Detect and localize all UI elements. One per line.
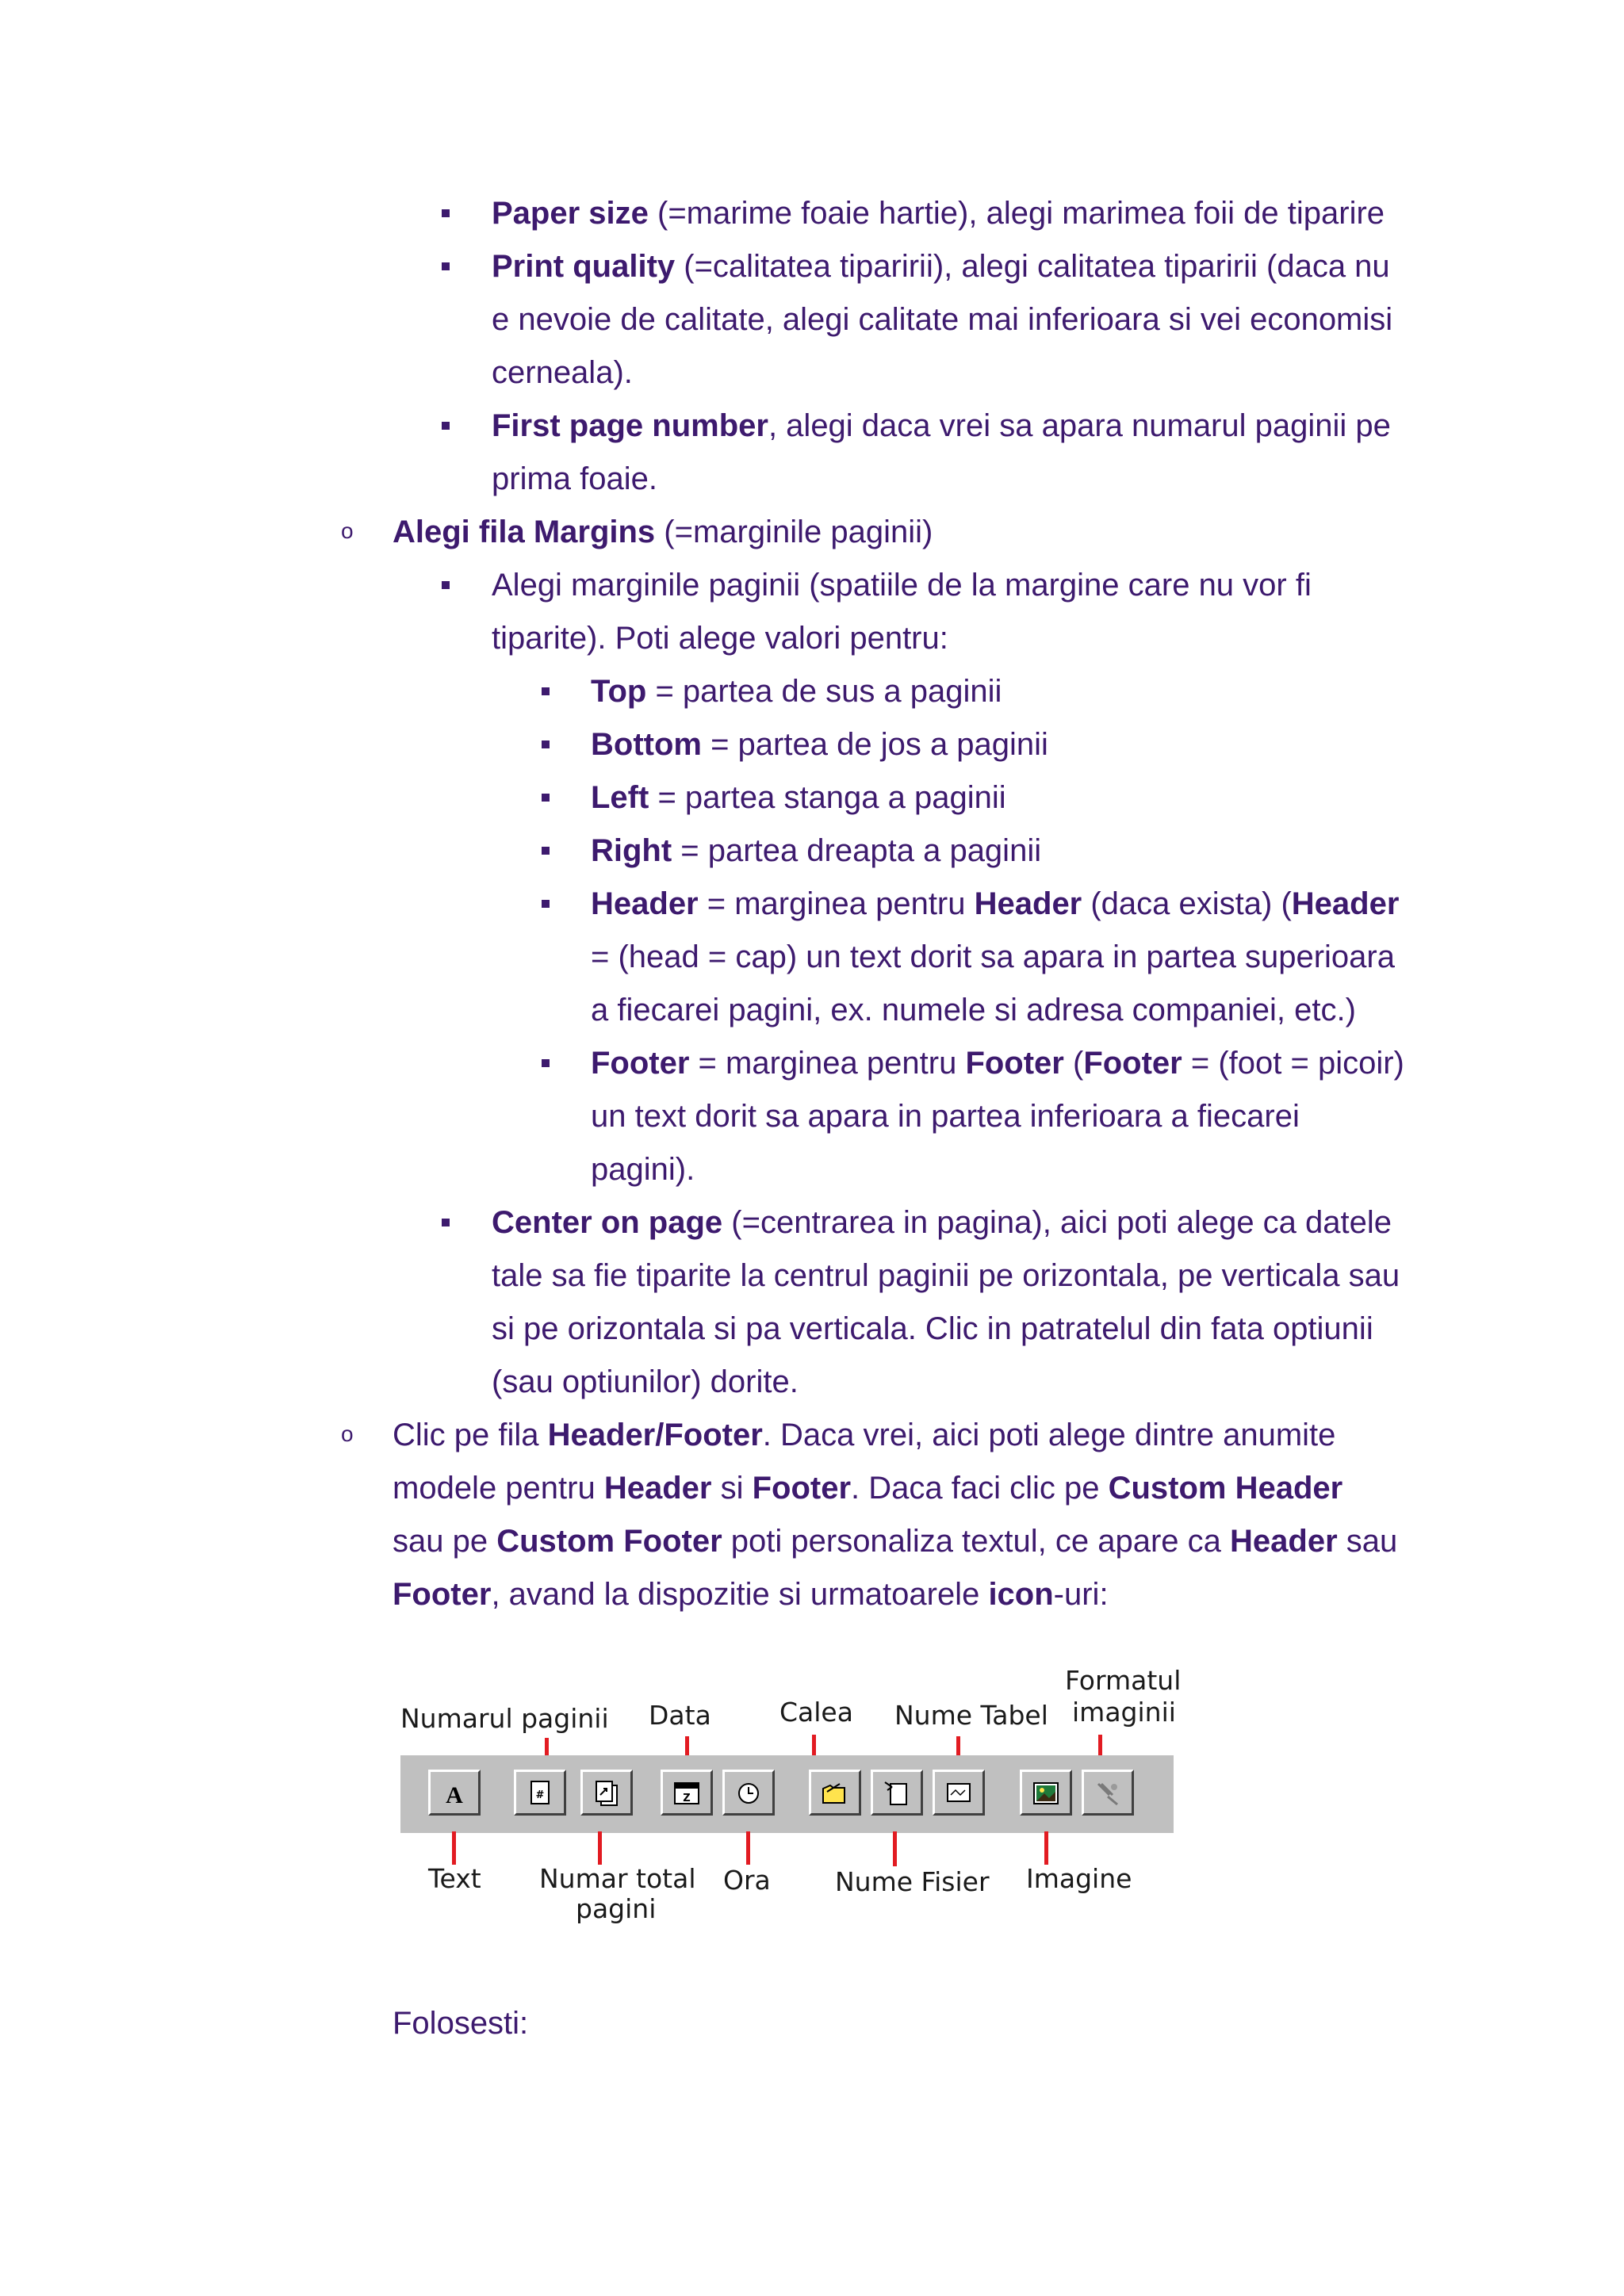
text-line: sau pe Custom Footer poti personaliza textul, ce apare ca Header sau [393, 1524, 1398, 1559]
text-line: prima foaie. [492, 461, 657, 496]
format-picture-button[interactable] [1082, 1770, 1134, 1816]
header-footer-toolbar-figure [396, 1665, 1189, 1950]
label-numar-total: Numar total [539, 1863, 696, 1894]
file-icon [883, 1779, 911, 1808]
text-line: un text dorit sa apara in partea inferioara a fiecarei [591, 1099, 1300, 1134]
text-line: tale sa fie tiparite la centrul paginii pe orizontala, pe verticala sau [492, 1258, 1400, 1293]
page-number-button[interactable] [514, 1770, 566, 1816]
bullet [542, 1059, 550, 1067]
date-button[interactable] [661, 1770, 713, 1816]
folder-icon [821, 1779, 849, 1808]
bullet [542, 740, 550, 748]
format-picture-icon [1094, 1779, 1122, 1808]
sheet-tab-icon [944, 1779, 973, 1808]
text-line: Alegi marginile paginii (spatiile de la margine care nu vor fi [492, 568, 1312, 603]
text-line: Right = partea dreapta a paginii [591, 833, 1042, 868]
label-imaginii: imaginii [1072, 1697, 1176, 1728]
picture-icon [1032, 1779, 1060, 1808]
text-line: (sau optiunilor) dorite. [492, 1364, 799, 1399]
bullet-circle: o [341, 519, 354, 543]
text-line: Folosesti: [393, 2006, 529, 2041]
bullet [542, 900, 550, 908]
sheet-name-button[interactable] [933, 1770, 985, 1816]
label-data: Data [649, 1700, 711, 1731]
letter-a-icon [440, 1779, 469, 1808]
total-pages-button[interactable] [580, 1770, 633, 1816]
label-imagine: Imagine [1026, 1863, 1132, 1894]
text-line: Center on page (=centrarea in pagina), aici poti alege ca datele [492, 1205, 1392, 1240]
label-formatul: Formatul [1065, 1665, 1182, 1696]
text-line: Footer = marginea pentru Footer (Footer = (foot = picoir) [591, 1046, 1404, 1081]
file-path-button[interactable] [809, 1770, 861, 1816]
text-line: Header = marginea pentru Header (daca exista) (Header [591, 886, 1400, 921]
text-line: Alegi fila Margins (=marginile paginii) [393, 515, 933, 549]
label-nume-tabel: Nume Tabel [894, 1700, 1048, 1731]
text-format-button[interactable] [428, 1770, 481, 1816]
text-line: Footer, avand la dispozitie si urmatoarele icon-uri: [393, 1577, 1109, 1612]
label-pagini: pagini [576, 1893, 657, 1924]
page-number-icon [526, 1779, 554, 1808]
text-line: modele pentru Header si Footer. Daca faci clic pe Custom Header [393, 1471, 1343, 1506]
text-line: pagini). [591, 1152, 695, 1187]
svg-text:#: # [535, 1789, 545, 1801]
callout-line [893, 1831, 897, 1866]
svg-text:A: A [446, 1782, 463, 1808]
text-line: si pe orizontala si pa verticala. Clic in patratelul din fata optiunii [492, 1311, 1373, 1346]
bullet [542, 794, 550, 802]
total-pages-icon [592, 1779, 621, 1808]
text-line: Top = partea de sus a paginii [591, 674, 1002, 709]
label-ora: Ora [723, 1865, 771, 1896]
bullet [442, 1219, 450, 1226]
bullet [542, 687, 550, 695]
callout-line [746, 1831, 750, 1865]
callout-line [452, 1831, 456, 1865]
text-line: e nevoie de calitate, alegi calitate mai inferioara si vei economisi [492, 302, 1393, 337]
file-name-button[interactable] [871, 1770, 923, 1816]
text-line: = (head = cap) un text dorit sa apara in partea superioara [591, 939, 1395, 974]
text-line: Left = partea stanga a paginii [591, 780, 1006, 815]
bullet [442, 262, 450, 270]
label-numarul-paginii: Numarul paginii [400, 1703, 609, 1734]
bullet [442, 422, 450, 430]
bullet-circle: o [341, 1422, 354, 1446]
text-line: First page number, alegi daca vrei sa apara numarul paginii pe [492, 408, 1391, 443]
label-text: Text [428, 1863, 481, 1894]
text-line: a fiecarei pagini, ex. numele si adresa companiei, etc.) [591, 993, 1356, 1027]
clock-icon [734, 1779, 763, 1808]
bullet [442, 209, 450, 217]
bullet [442, 581, 450, 589]
text-line: Bottom = partea de jos a paginii [591, 727, 1048, 762]
label-calea: Calea [779, 1697, 853, 1728]
svg-text:Z: Z [683, 1793, 691, 1804]
text-line: Clic pe fila Header/Footer. Daca vrei, aici poti alege dintre anumite [393, 1418, 1336, 1452]
calendar-icon [672, 1779, 701, 1808]
callout-line [1044, 1831, 1048, 1865]
text-line: cerneala). [492, 355, 633, 390]
text-line: Paper size (=marime foaie hartie), alegi marimea foii de tiparire [492, 196, 1385, 231]
text-line: Print quality (=calitatea tiparirii), alegi calitatea tiparirii (daca nu [492, 249, 1390, 284]
label-nume-fisier: Nume Fisier [835, 1866, 990, 1897]
bullet [542, 847, 550, 855]
insert-picture-button[interactable] [1020, 1770, 1072, 1816]
callout-line [598, 1831, 602, 1865]
text-line: tiparite). Poti alege valori pentru: [492, 621, 948, 656]
time-button[interactable] [722, 1770, 775, 1816]
